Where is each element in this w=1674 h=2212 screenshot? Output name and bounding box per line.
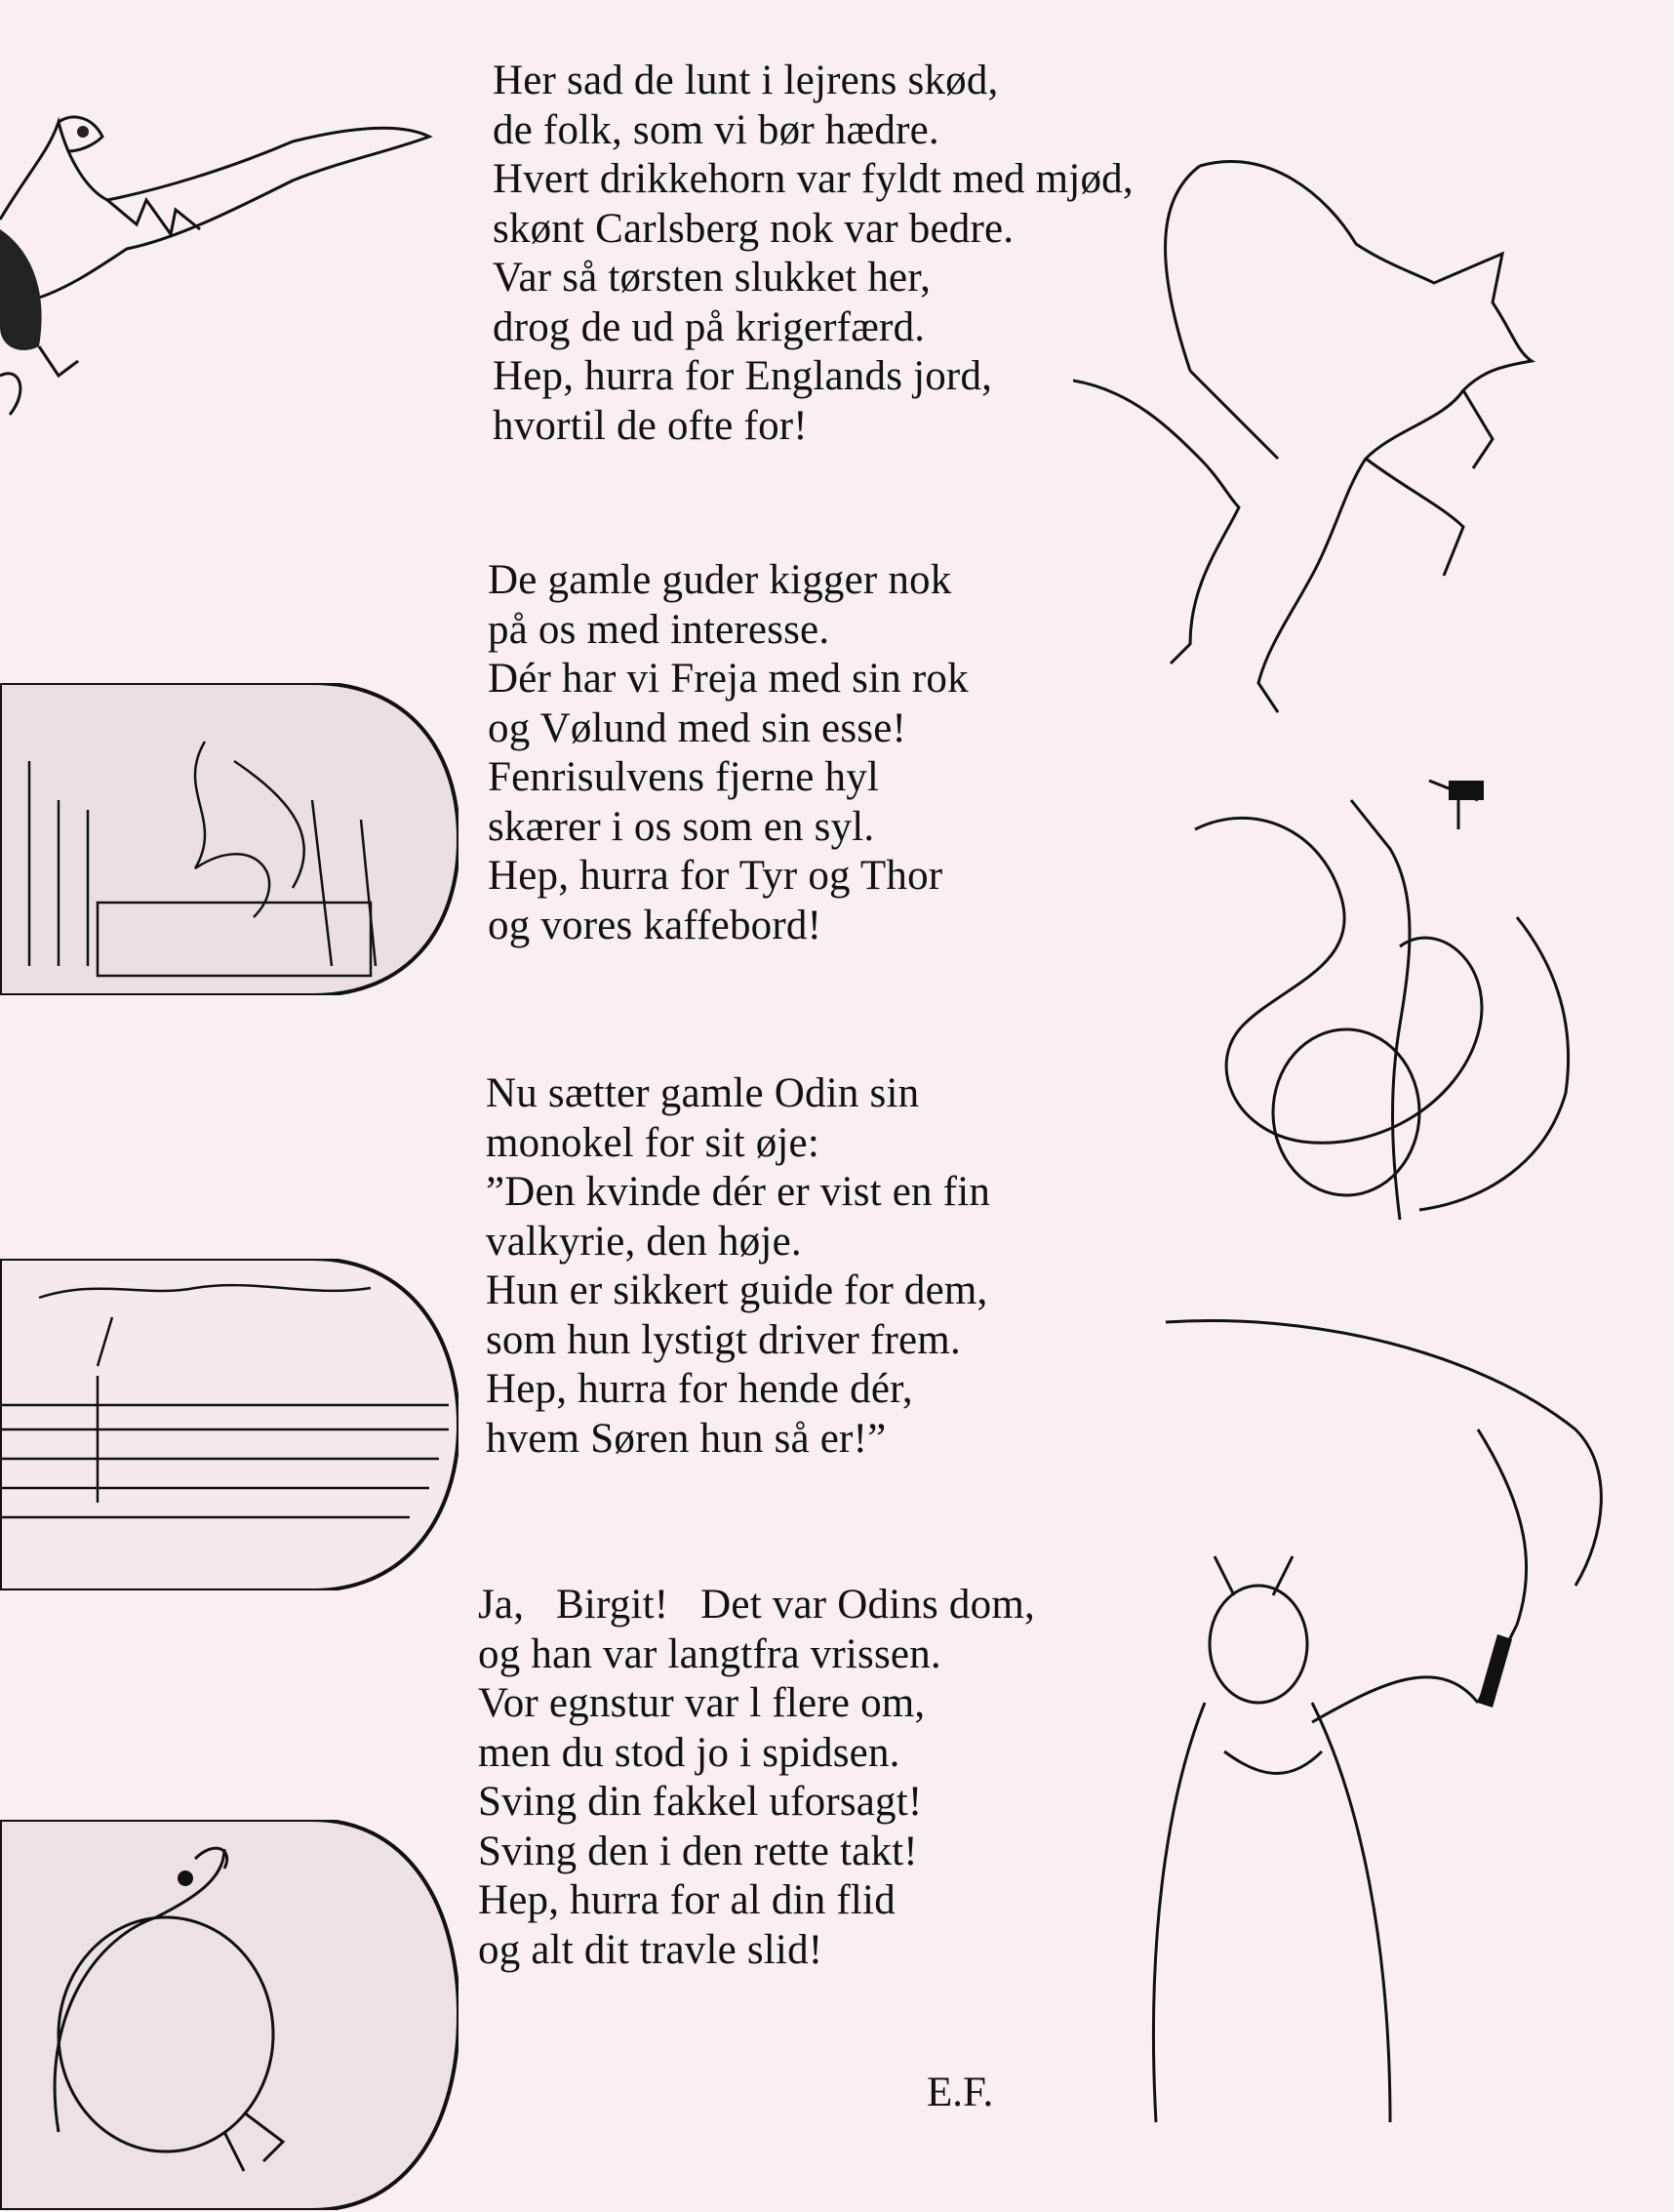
poem-line: Hvert drikkehorn var fyldt med mjød, [493,156,1134,202]
poem-line: Vor egnstur var l flere om, [478,1680,926,1726]
poem-line: hvortil de ofte for! [493,402,808,449]
stanza-4 [478,1581,1258,1975]
poem-line: og alt dit travle slid! [478,1926,823,1973]
poem-line: og Vølund med sin esse! [488,704,906,751]
stanza-1 [493,57,1273,451]
poem-line: Sving din fakkel uforsagt! [478,1779,923,1825]
sea-vignette [0,1259,458,1590]
poem-line: men du stod jo i spidsen. [478,1729,900,1776]
signature: E.F. [927,2070,994,2115]
poem-line: Dér har vi Freja med sin rok [488,656,969,702]
poem-line: valkyrie, den høje. [486,1218,802,1265]
poem-line: monokel for sit øje: [486,1119,819,1166]
poem-line: Nu sætter gamle Odin sin [486,1070,920,1116]
poem-line: på os med interesse. [488,606,830,653]
poem-line: som hun lystigt driver frem. [486,1316,961,1363]
poem-line: og han var langtfra vrissen. [478,1630,941,1677]
poem-line: Her sad de lunt i lejrens skød, [493,58,999,103]
poem-line: drog de ud på krigerfærd. [493,303,926,350]
poem-line: Ja, Birgit! Det var Odins dom, [478,1582,1035,1628]
poem-line: de folk, som vi bør hædre. [493,106,939,153]
poem-line: Hep, hurra for Englands jord, [493,353,993,399]
stanza-2 [488,556,1268,950]
poem-line: hvem Søren hun så er!” [486,1415,887,1462]
poem-line: Hep, hurra for hende dér, [486,1366,913,1412]
dragon-illustration [0,54,439,434]
poem-line: Hun er sikkert guide for dem, [486,1267,988,1313]
forge-vignette [0,683,458,995]
poem-line: og vores kaffebord! [488,902,822,948]
stanza-3 [486,1069,1266,1464]
poem-line: Var så tørsten slukket her, [493,255,932,301]
poem-line: skønt Carlsberg nok var bedre. [493,205,1015,252]
poem-line: Hep, hurra for al din flid [478,1877,896,1923]
poem-line: De gamle guder kigger nok [488,557,952,603]
poem-line: Sving den i den rette takt! [478,1828,918,1874]
poem-line: Fenrisulvens fjerne hyl [488,754,880,800]
poem-line: ”Den kvinde dér er vist en fin [486,1169,991,1215]
poem-line: skærer i os som en syl. [488,803,875,850]
poem-line: Hep, hurra for Tyr og Thor [488,853,943,899]
serpent-vignette [0,1820,458,2210]
